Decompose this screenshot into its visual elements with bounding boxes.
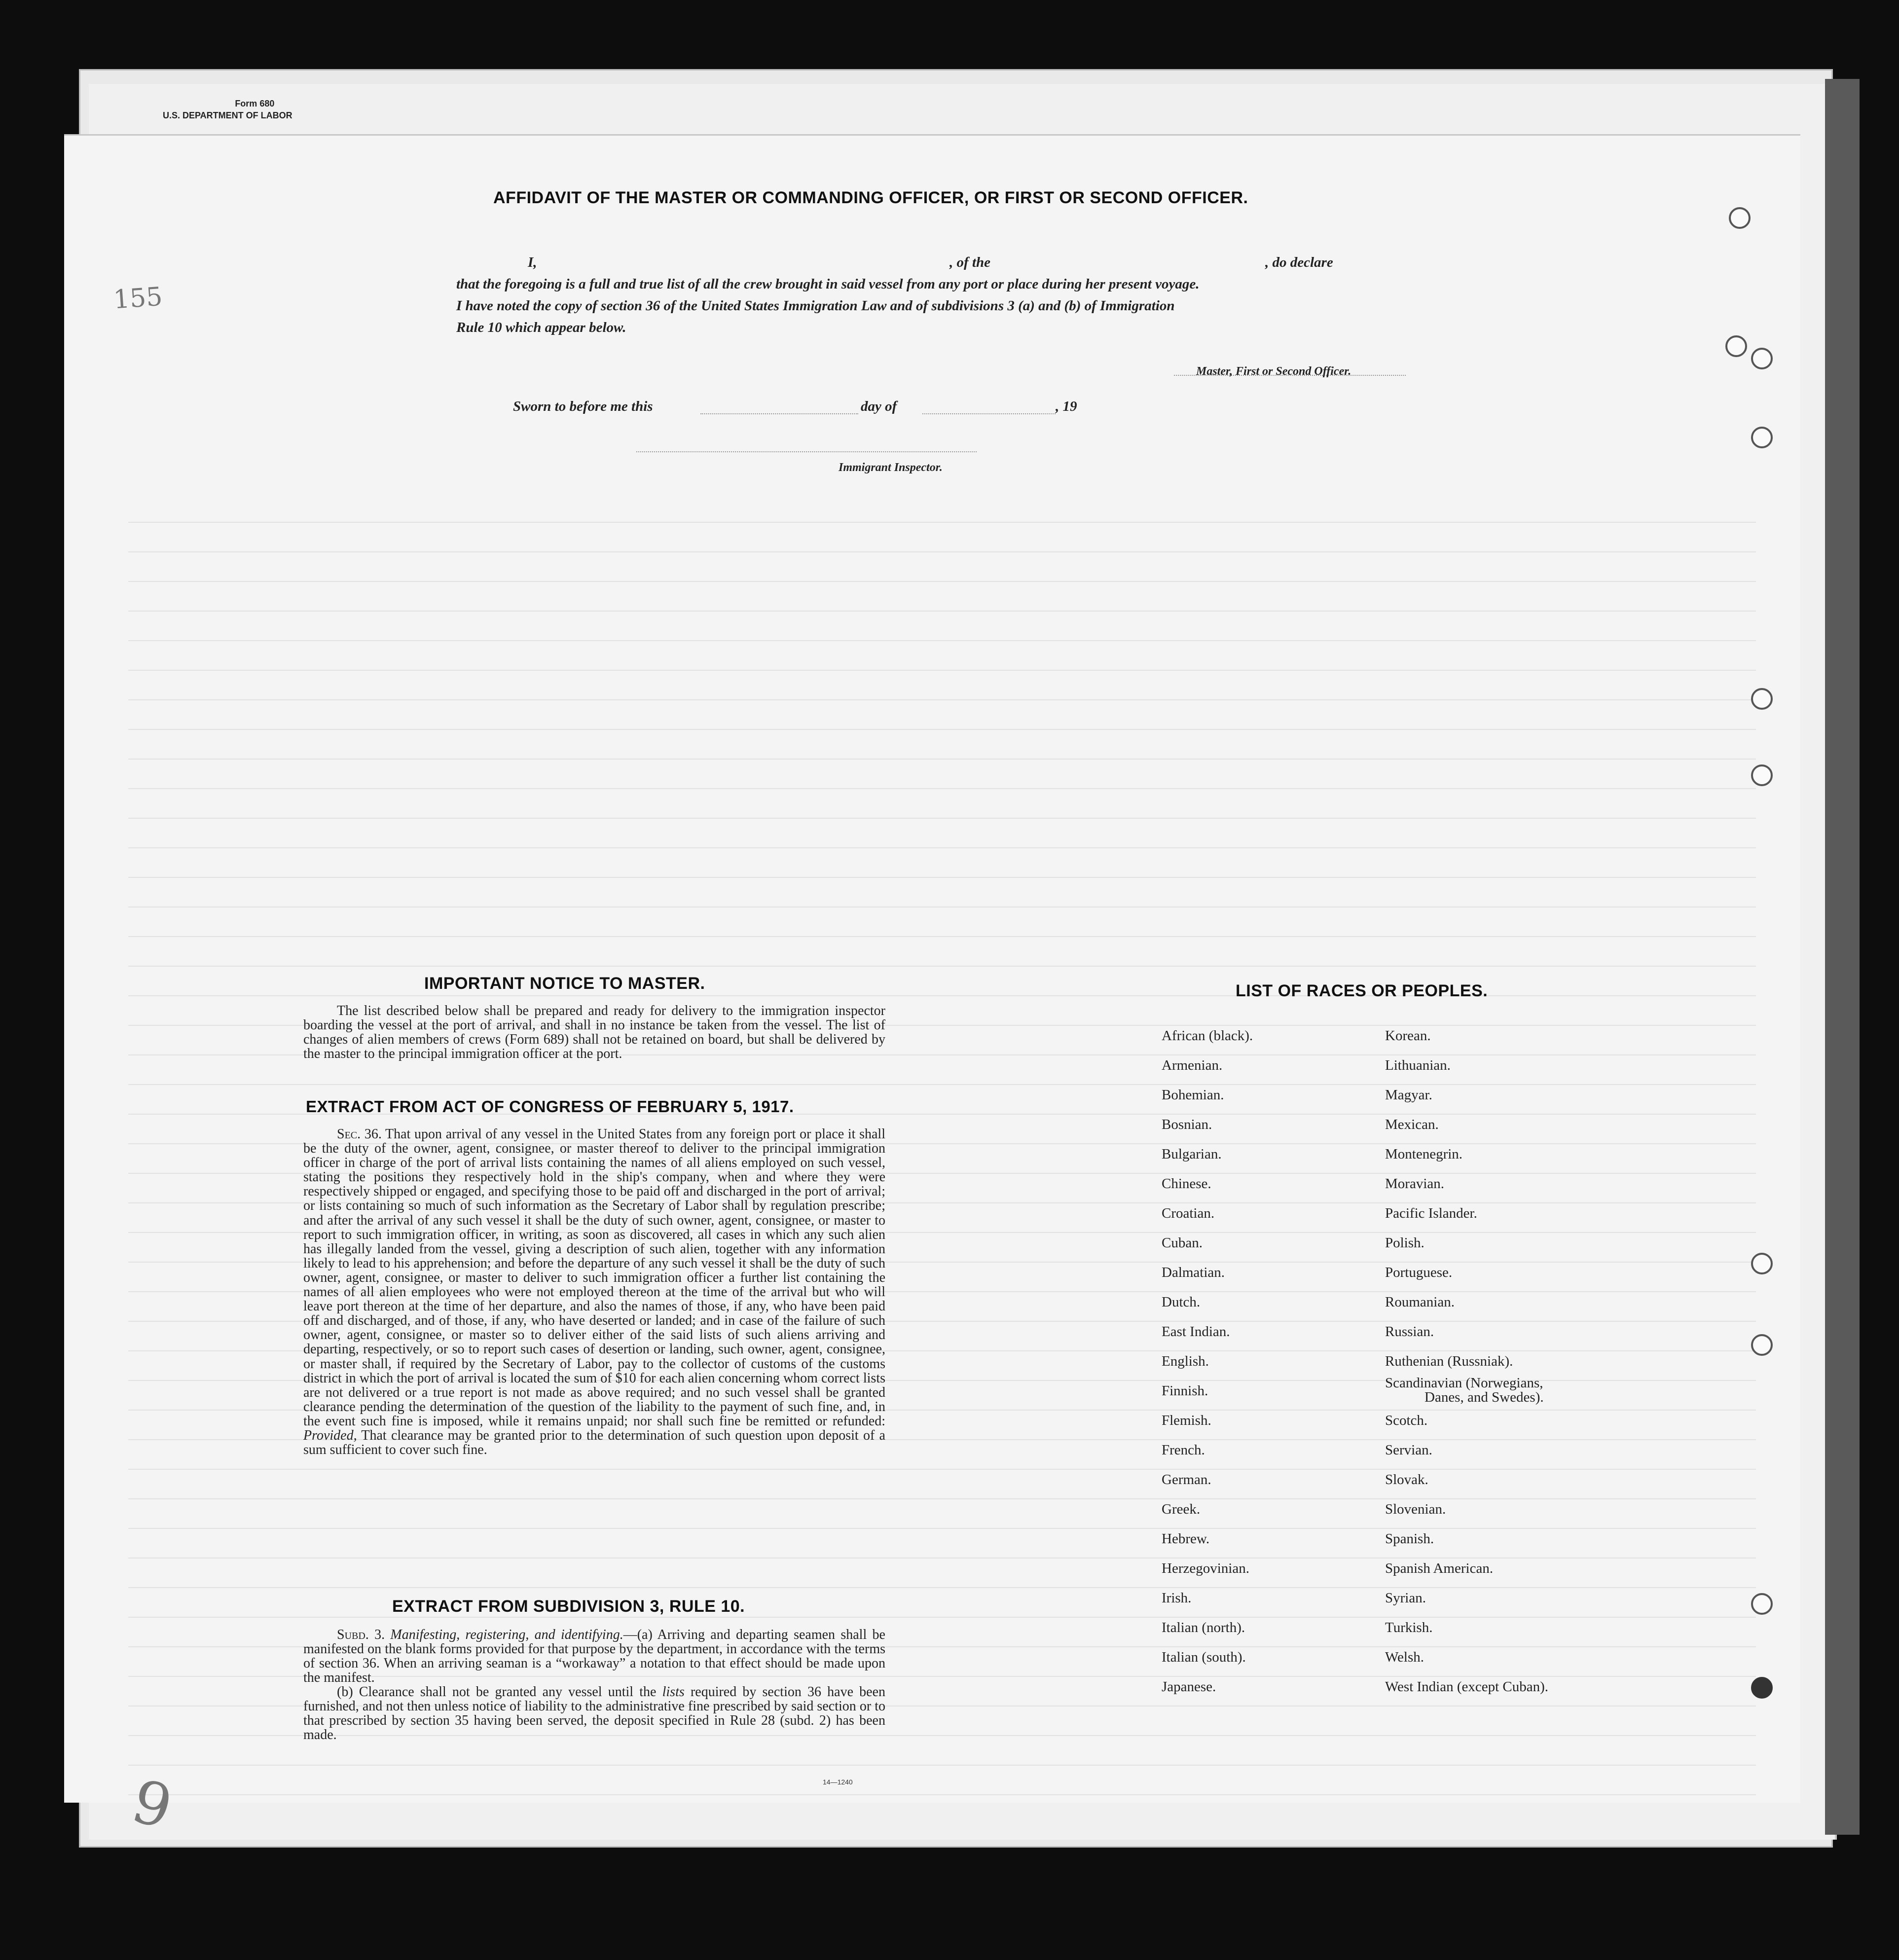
affidavit-word-of-the: , of the — [950, 254, 990, 270]
race-item: Irish. — [1162, 1590, 1192, 1606]
race-item: Cuban. — [1162, 1235, 1203, 1251]
rule-para-b-lists: lists — [662, 1684, 685, 1700]
act-extract-title: EXTRACT FROM ACT OF CONGRESS OF FEBRUARY 5, 1917. — [306, 1097, 794, 1116]
department-name: U.S. DEPARTMENT OF LABOR — [163, 110, 292, 120]
rule-para-a — [303, 1628, 885, 1685]
race-item: Spanish. — [1385, 1531, 1434, 1547]
notice-text: The list described below shall be prepared and ready for delivery to the immigration inspector boarding the vessel at the port of arrival, and shall in no instance be taken from the vessel. The list of changes of alien members of crews (Form 689) shall not be retained on board, but shall be delivered by the master to the principal immigration officer at the port. — [303, 1003, 885, 1061]
race-item: Italian (south). — [1162, 1649, 1246, 1665]
rule-extract-title: EXTRACT FROM SUBDIVISION 3, RULE 10. — [392, 1597, 745, 1616]
binder-hole-icon — [1751, 348, 1773, 369]
binder-hole-icon — [1729, 207, 1751, 229]
rule-subd-heading: Manifesting, registering, and identifying. — [390, 1627, 623, 1642]
races-list-left — [1162, 1021, 1253, 1702]
race-item: Slovak. — [1385, 1472, 1428, 1488]
binder-hole-icon — [1725, 335, 1747, 357]
sworn-year-prefix: , 19 — [1056, 399, 1077, 414]
affidavit-line-4: Rule 10 which appear below. — [456, 320, 626, 335]
race-item: Japanese. — [1162, 1679, 1216, 1695]
binder-hole-icon — [1751, 427, 1773, 448]
rule-para-a-text: —(a) Arriving and departing seamen shall be manifested on the blank forms provided for that purpose by the department, in accordance with the terms of section 36. When an arriving seaman is a “workaway” a notation to that effect should be made upon the manifest. — [303, 1627, 885, 1685]
race-item: Greek. — [1162, 1501, 1201, 1517]
race-item: African (black). — [1162, 1028, 1253, 1044]
race-item: Pacific Islander. — [1385, 1205, 1477, 1221]
race-item: Moravian. — [1385, 1176, 1444, 1192]
print-code: 14—1240 — [823, 1778, 853, 1786]
act-text-main: That upon arrival of any vessel in the United States from any foreign port or place it shall be the duty of the owner, agent, consignee, or master thereof to deliver to the principal immigration officer in charge of the port of arrival lists containing the names of all aliens employed on such vessel, stating the positions they respectively hold in the ship's company, when and where they were respectively shipped or engaged, and specifying those to be paid off and discharged in the port of arrival; or lists containing so much of such information as the Secretary of Labor shall by regulation prescribe; and after the arrival of any such vessel it shall be the duty of such owner, agent, consignee, or master to report to such immigration officer, in writing, as soon as discovered, all cases in which any such alien has illegally landed from the vessel, giving a description of such alien, together with any information likely to lead to his apprehension; and before the departure of any such vessel it shall be the duty of such owner, agent, consignee, or master to deliver to such immigration officer a further list containing the names of all alien employees who were not employed thereon at the time of the arrival but who will leave port thereon at the time of her departure, and also the names of those, if any, who have been paid off and discharged, and of those, if any, who have deserted or landed; and in case of the failure of such owner, agent, consignee, or master so to deliver either of the said lists of such aliens arriving and departing, respectively, or so to report such cases of desertion or landing, such owner, agent, consignee, or master shall, if required by the Secretary of Labor, pay to the collector of customs of the customs district in which the port of arrival is located the sum of $10 for each alien concerning whom correct lists are not delivered or a true report is not made as above required; and no such vessel shall be granted clearance pending the determination of the question of the liability to the payment of such fine, and, in the event such fine is imposed, while it remains unpaid; nor shall such fine be remitted or refunded: — [303, 1126, 885, 1429]
race-item: Syrian. — [1385, 1590, 1426, 1606]
race-item: Welsh. — [1385, 1649, 1424, 1665]
affidavit-line-2: that the foregoing is a full and true list of all the crew brought in said vessel from any port or place during her present voyage. — [456, 276, 1200, 292]
race-item: Finnish. — [1162, 1383, 1208, 1399]
race-item: Roumanian. — [1385, 1294, 1455, 1310]
race-item: Russian. — [1385, 1324, 1434, 1340]
race-item: East Indian. — [1162, 1324, 1230, 1340]
race-item: Scotch. — [1385, 1413, 1428, 1428]
race-item: English. — [1162, 1353, 1209, 1369]
race-item: Chinese. — [1162, 1176, 1211, 1192]
form-header — [163, 98, 292, 121]
race-item: Turkish. — [1385, 1620, 1433, 1635]
race-item: Herzegovinian. — [1162, 1561, 1249, 1576]
sheet-edge-shadow — [1825, 79, 1860, 1835]
races-list-right — [1385, 1021, 1548, 1702]
race-item: Flemish. — [1162, 1413, 1211, 1428]
notice-title: IMPORTANT NOTICE TO MASTER. — [424, 974, 705, 993]
inspector-label: Immigrant Inspector. — [839, 461, 943, 474]
race-item: Portuguese. — [1385, 1265, 1453, 1280]
sworn-text: Sworn to before me this — [513, 399, 653, 414]
binder-hole-icon — [1751, 764, 1773, 786]
rule-para-b-end: required by section 36 have been furnished, and not then unless notice of liability to the administrative fine prescribed by said section or to that prescribed by section 35 having been served, the deposit specified in Rule 28 (subd. 2) has been made. — [303, 1684, 886, 1742]
rule-para-b — [303, 1685, 885, 1742]
race-item: Bohemian. — [1162, 1087, 1224, 1103]
race-item: Korean. — [1385, 1028, 1431, 1044]
race-item: Montenegrin. — [1385, 1146, 1463, 1162]
race-item: Italian (north). — [1162, 1620, 1245, 1635]
race-item: Mexican. — [1385, 1117, 1439, 1132]
race-item: Bulgarian. — [1162, 1146, 1222, 1162]
form-number: Form 680 — [235, 99, 275, 109]
race-item: Dutch. — [1162, 1294, 1201, 1310]
margin-handwritten-number: 155 — [112, 282, 164, 315]
binder-hole-icon — [1751, 688, 1773, 710]
race-item: Scandinavian (Norwegians, Danes, and Swedes). — [1385, 1375, 1544, 1405]
race-item: Polish. — [1385, 1235, 1424, 1251]
binder-hole-icon — [1751, 1677, 1773, 1699]
race-item: Croatian. — [1162, 1205, 1215, 1221]
master-signature-label: Master, First or Second Officer. — [1196, 365, 1351, 378]
sworn-month-line — [922, 413, 1056, 414]
races-title: LIST OF RACES OR PEOPLES. — [1236, 981, 1488, 1000]
act-provided: Provided, — [303, 1427, 357, 1443]
race-item: Spanish American. — [1385, 1561, 1494, 1576]
affidavit-title: AFFIDAVIT OF THE MASTER OR COMMANDING OFFICER, OR FIRST OR SECOND OFFICER. — [493, 188, 1248, 207]
rule-extract-text — [303, 1628, 885, 1742]
race-item: Dalmatian. — [1162, 1265, 1225, 1280]
binder-hole-icon — [1751, 1334, 1773, 1356]
rule-para-b-start: (b) Clearance shall not be granted any vessel until the — [337, 1684, 657, 1700]
sworn-day-line — [700, 413, 858, 414]
inspector-signature-line — [636, 451, 977, 452]
corner-handwritten-mark: 9 — [125, 1767, 180, 1843]
affidavit-word-declare: , do declare — [1265, 254, 1333, 270]
race-item: Armenian. — [1162, 1057, 1223, 1073]
act-section-label: Sec. 36. — [337, 1126, 382, 1142]
race-item: Hebrew. — [1162, 1531, 1210, 1547]
race-item: Servian. — [1385, 1442, 1432, 1458]
act-text-end: That clearance may be granted prior to the determination of such question upon deposit of a sum sufficient to cover such fine. — [303, 1427, 885, 1458]
race-item: Magyar. — [1385, 1087, 1432, 1103]
sworn-day-of: day of — [861, 399, 897, 414]
race-item: German. — [1162, 1472, 1211, 1488]
binder-hole-icon — [1751, 1253, 1773, 1274]
race-item: Lithuanian. — [1385, 1057, 1451, 1073]
race-item: West Indian (except Cuban). — [1385, 1679, 1549, 1695]
affidavit-word-i: I, — [528, 254, 537, 270]
race-item: French. — [1162, 1442, 1205, 1458]
affidavit-line-3: I have noted the copy of section 36 of the United States Immigration Law and of subdivisions 3 (a) and (b) of Immigration — [456, 298, 1175, 314]
race-item: Slovenian. — [1385, 1501, 1446, 1517]
race-item: Bosnian. — [1162, 1117, 1212, 1132]
act-extract-text — [303, 1127, 885, 1457]
affidavit-line-1 — [456, 252, 1423, 273]
affidavit-body — [456, 252, 1423, 338]
rule-subd-label: Subd. 3. — [337, 1627, 385, 1642]
race-item: Ruthenian (Russniak). — [1385, 1353, 1513, 1369]
binder-hole-icon — [1751, 1593, 1773, 1615]
